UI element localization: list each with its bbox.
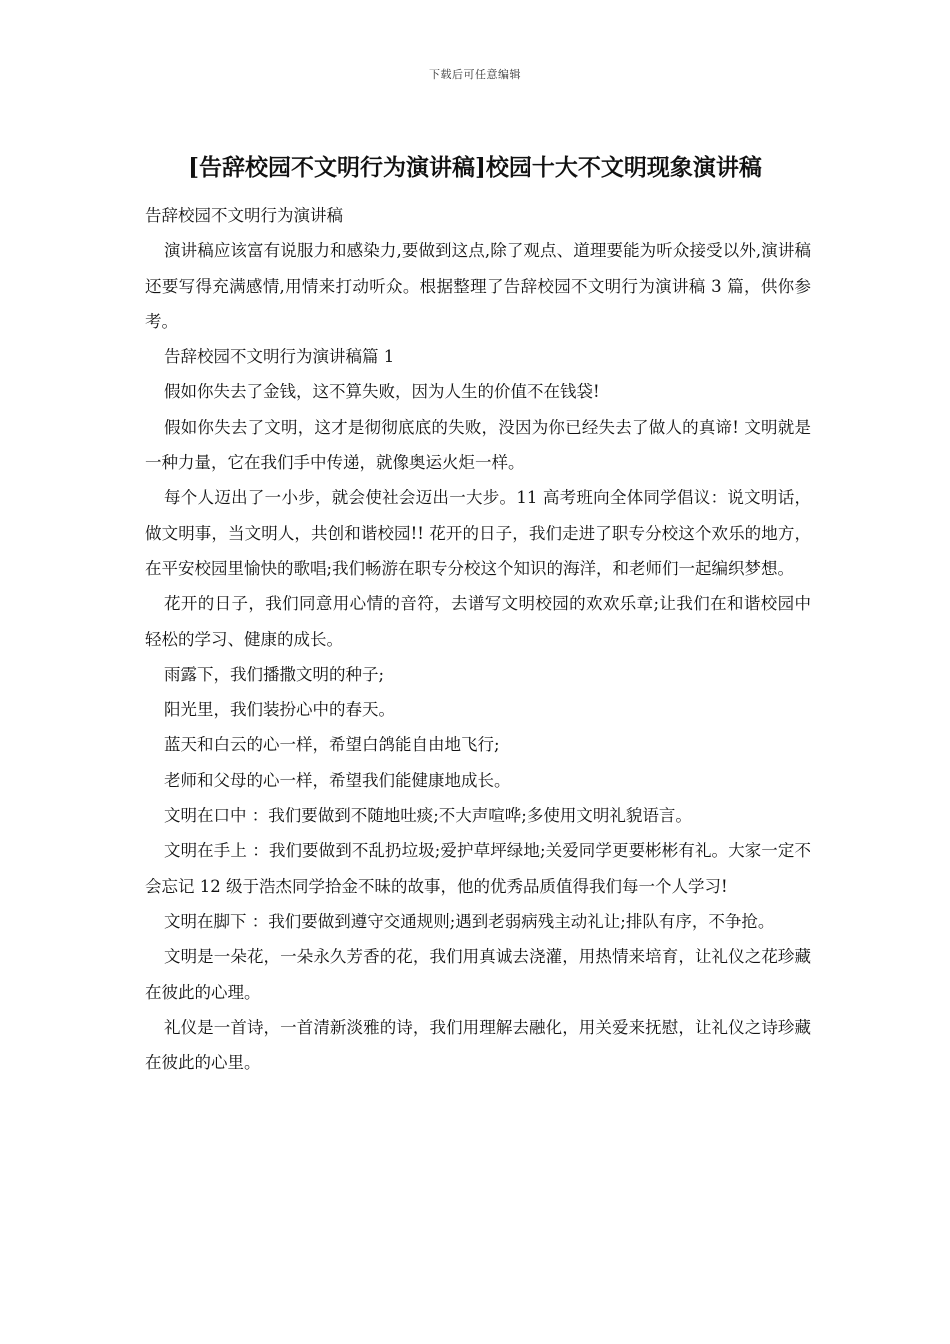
paragraph: 礼仪是一首诗，一首清新淡雅的诗，我们用理解去融化，用关爱来抚慰，让礼仪之诗珍藏在彼此的心里。 — [145, 1017, 811, 1073]
paragraph: 老师和父母的心一样，希望我们能健康地成长。 — [164, 770, 511, 790]
paragraph: 演讲稿应该富有说服力和感染力,要做到这点,除了观点、道理要能为听众接受以外,演讲稿还要写得充满感情,用情来打动听众。根据整理了告辞校园不文明行为演讲稿 3 篇，供你参考。 — [145, 241, 811, 331]
paragraph-subtitle: 告辞校园不文明行为演讲稿 — [145, 206, 343, 225]
paragraph: 阳光里，我们装扮心中的春天。 — [164, 700, 395, 720]
paragraph: 假如你失去了文明，这才是彻彻底底的失败，没因为你已经失去了做人的真谛! 文明就是一种力量，它在我们手中传递，就像奥运火炬一样。 — [145, 417, 811, 473]
paragraph: 文明在口中 ：我们要做到不随地吐痰;不大声喧哗;多使用文明礼貌语言。 — [164, 806, 692, 826]
header-note: 下载后可任意编辑 — [429, 68, 521, 81]
paragraph: 花开的日子，我们同意用心情的音符，去谱写文明校园的欢欢乐章;让我们在和谐校园中轻松的学习、健康的成长。 — [145, 594, 811, 649]
paragraph: 文明在手上 ：我们要做到不乱扔垃圾;爱护草坪绿地;关爱同学更要彬彬有礼。大家一定不会忘记 12 级于浩杰同学拾金不昧的故事，他的优秀品质值得我们每一个人学习! — [145, 841, 811, 896]
section-heading: 告辞校园不文明行为演讲稿篇 1 — [164, 347, 395, 367]
paragraph: 文明在脚下 ：我们要做到遵守交通规则;遇到老弱病残主动礼让;排队有序，不争抢。 — [164, 911, 775, 931]
paragraph: 假如你失去了金钱，这不算失败，因为人生的价值不在钱袋! — [164, 382, 600, 402]
paragraph: 每个人迈出了一小步，就会使社会迈出一大步。11 高考班向全体同学倡议：说文明话，做文明事，当文明人，共创和谐校园!! 花开的日子，我们走进了职专分校这个欢乐的地方，在平安校园里愉快的歌唱;我们畅游在职专分校这个知识的海洋，和老师们一起编织梦想。 — [145, 488, 811, 578]
document-title: [告辞校园不文明行为演讲稿]校园十大不文明现象演讲稿 — [188, 154, 762, 181]
paragraph: 雨露下，我们播撒文明的种子; — [164, 664, 385, 684]
paragraph: 蓝天和白云的心一样，希望白鸽能自由地飞行; — [164, 735, 500, 755]
document-body — [145, 198, 811, 1080]
paragraph: 文明是一朵花，一朵永久芳香的花，我们用真诚去浇灌，用热情来培育，让礼仪之花珍藏在彼此的心理。 — [145, 947, 811, 1002]
